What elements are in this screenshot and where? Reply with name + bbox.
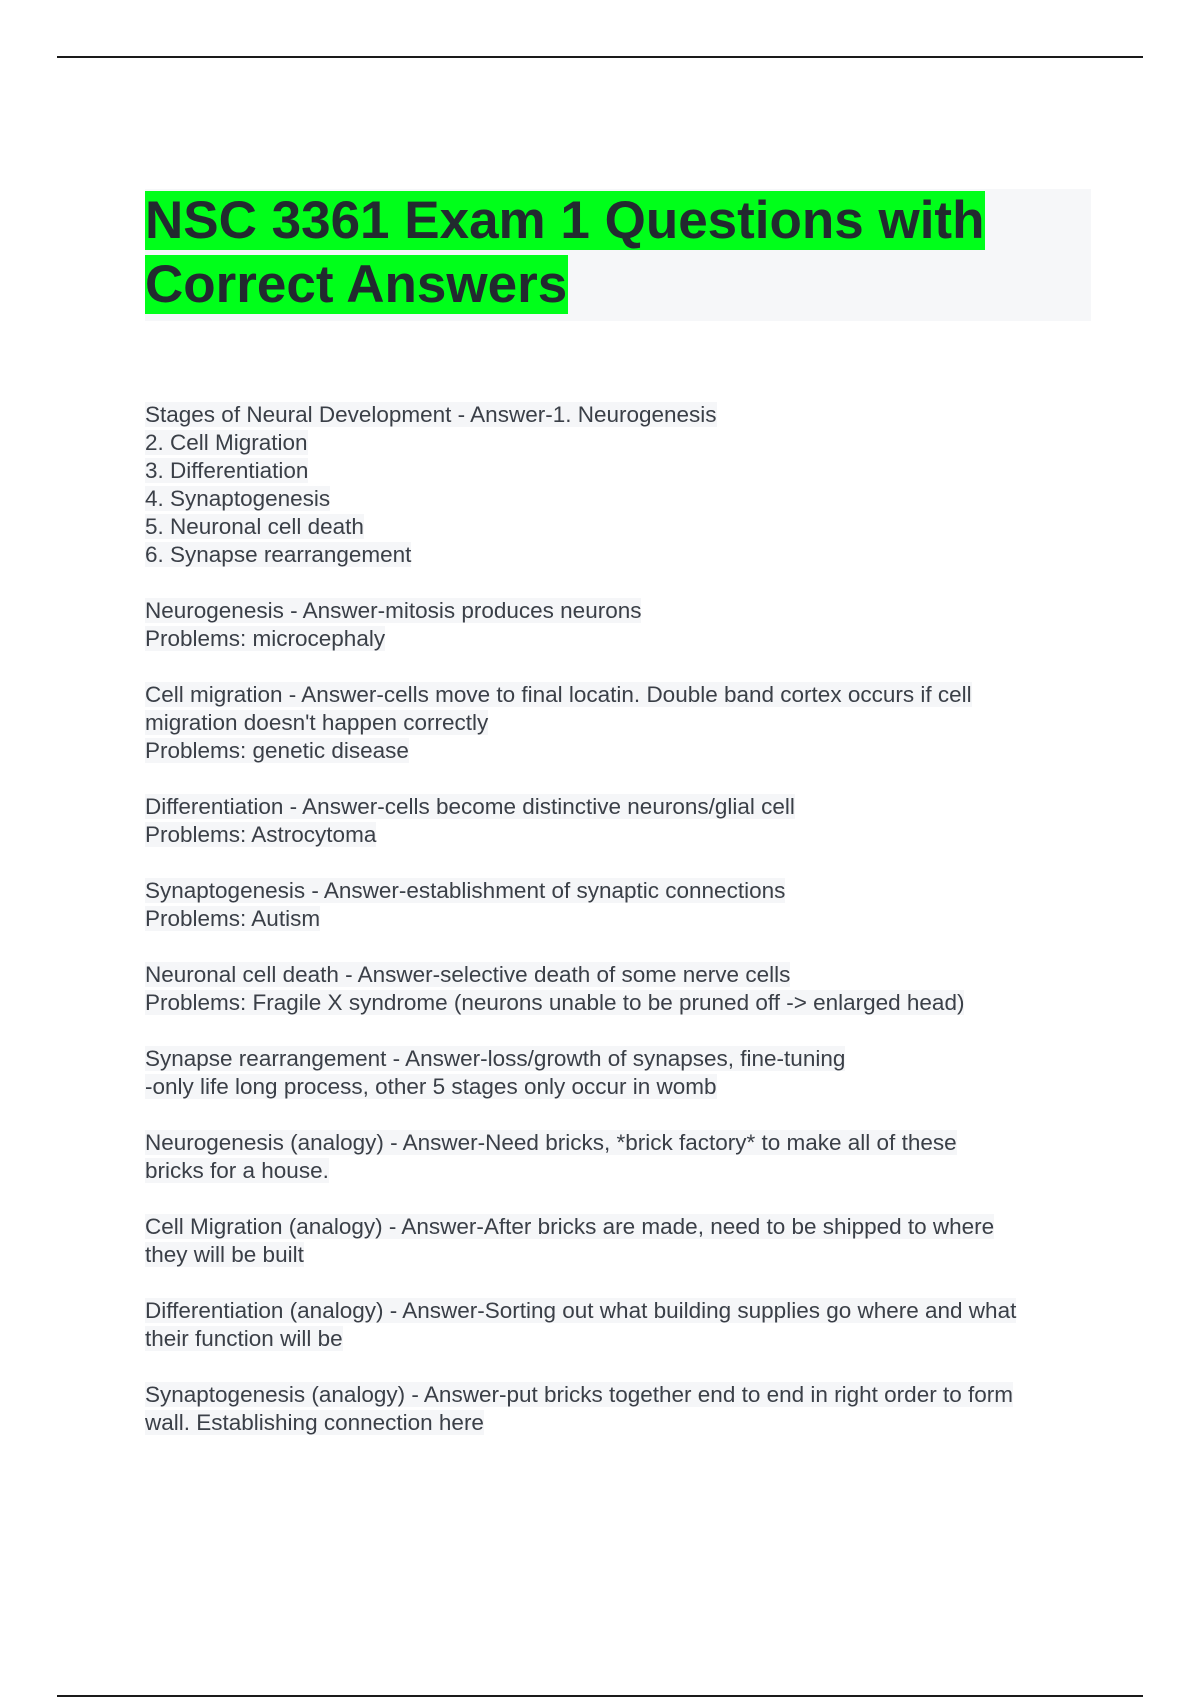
qa-text: Cell migration - Answer-cells move to final locatin. Double band cortex occurs if cell xyxy=(145,682,972,707)
qa-text: Cell Migration (analogy) - Answer-After bricks are made, need to be shipped to where xyxy=(145,1214,995,1239)
qa-entry xyxy=(145,1213,1095,1269)
qa-question-line xyxy=(145,597,1095,625)
qa-text: 5. Neuronal cell death xyxy=(145,514,364,539)
qa-question-line xyxy=(145,1381,1095,1409)
qa-question-line xyxy=(145,793,1095,821)
qa-answer-line xyxy=(145,1241,1095,1269)
qa-answer-line xyxy=(145,429,1095,457)
qa-text: Problems: genetic disease xyxy=(145,738,409,763)
qa-answer-line xyxy=(145,1325,1095,1353)
qa-question-line xyxy=(145,961,1095,989)
qa-entry xyxy=(145,877,1095,933)
qa-answer-line xyxy=(145,513,1095,541)
qa-question-line xyxy=(145,1213,1095,1241)
qa-text: 4. Synaptogenesis xyxy=(145,486,331,511)
qa-question-line xyxy=(145,401,1095,429)
qa-answer-line xyxy=(145,1073,1095,1101)
qa-entry xyxy=(145,401,1095,569)
qa-text: 6. Synapse rearrangement xyxy=(145,542,412,567)
qa-text: Stages of Neural Development - Answer-1. Neurogenesis xyxy=(145,402,717,427)
title-line-1: NSC 3361 Exam 1 Questions with xyxy=(145,191,985,250)
qa-text: Synaptogenesis - Answer-establishment of synaptic connections xyxy=(145,878,786,903)
qa-text: Differentiation - Answer-cells become distinctive neurons/glial cell xyxy=(145,794,795,819)
bottom-divider xyxy=(57,1695,1143,1697)
qa-text: -only life long process, other 5 stages only occur in womb xyxy=(145,1074,717,1099)
qa-text: 3. Differentiation xyxy=(145,458,309,483)
qa-entry xyxy=(145,1129,1095,1185)
qa-question-line xyxy=(145,681,1095,709)
qa-question-line xyxy=(145,1297,1095,1325)
top-divider xyxy=(57,56,1143,58)
qa-text: Neuronal cell death - Answer-selective death of some nerve cells xyxy=(145,962,791,987)
qa-question-line xyxy=(145,1045,1095,1073)
qa-list xyxy=(145,401,1095,1465)
qa-text: Problems: Fragile X syndrome (neurons unable to be pruned off -> enlarged head) xyxy=(145,990,965,1015)
qa-entry xyxy=(145,961,1095,1017)
qa-text: 2. Cell Migration xyxy=(145,430,308,455)
qa-answer-line xyxy=(145,541,1095,569)
qa-question-line xyxy=(145,1129,1095,1157)
qa-text: Problems: microcephaly xyxy=(145,626,386,651)
qa-entry xyxy=(145,1045,1095,1101)
title-line-2: Correct Answers xyxy=(145,255,568,314)
qa-text: wall. Establishing connection here xyxy=(145,1410,484,1435)
qa-answer-line xyxy=(145,1409,1095,1437)
qa-answer-line xyxy=(145,625,1095,653)
qa-text: migration doesn't happen correctly xyxy=(145,710,489,735)
qa-question-line xyxy=(145,877,1095,905)
qa-answer-line xyxy=(145,821,1095,849)
qa-entry xyxy=(145,1381,1095,1437)
qa-entry xyxy=(145,681,1095,765)
qa-answer-line xyxy=(145,457,1095,485)
qa-text: their function will be xyxy=(145,1326,343,1351)
qa-text: bricks for a house. xyxy=(145,1158,329,1183)
qa-answer-line xyxy=(145,485,1095,513)
title-block xyxy=(145,189,1091,321)
qa-text: Differentiation (analogy) - Answer-Sorting out what building supplies go where and what xyxy=(145,1298,1017,1323)
qa-text: Synaptogenesis (analogy) - Answer-put bricks together end to end in right order to form xyxy=(145,1382,1013,1407)
qa-entry xyxy=(145,597,1095,653)
qa-answer-line xyxy=(145,709,1095,737)
qa-text: Problems: Autism xyxy=(145,906,321,931)
qa-answer-line xyxy=(145,989,1095,1017)
qa-answer-line xyxy=(145,737,1095,765)
qa-text: they will be built xyxy=(145,1242,304,1267)
qa-text: Problems: Astrocytoma xyxy=(145,822,377,847)
qa-answer-line xyxy=(145,905,1095,933)
page-title xyxy=(145,189,1091,317)
qa-text: Neurogenesis (analogy) - Answer-Need bricks, *brick factory* to make all of these xyxy=(145,1130,957,1155)
qa-text: Neurogenesis - Answer-mitosis produces neurons xyxy=(145,598,642,623)
qa-entry xyxy=(145,793,1095,849)
qa-text: Synapse rearrangement - Answer-loss/growth of synapses, fine-tuning xyxy=(145,1046,846,1071)
qa-entry xyxy=(145,1297,1095,1353)
qa-answer-line xyxy=(145,1157,1095,1185)
